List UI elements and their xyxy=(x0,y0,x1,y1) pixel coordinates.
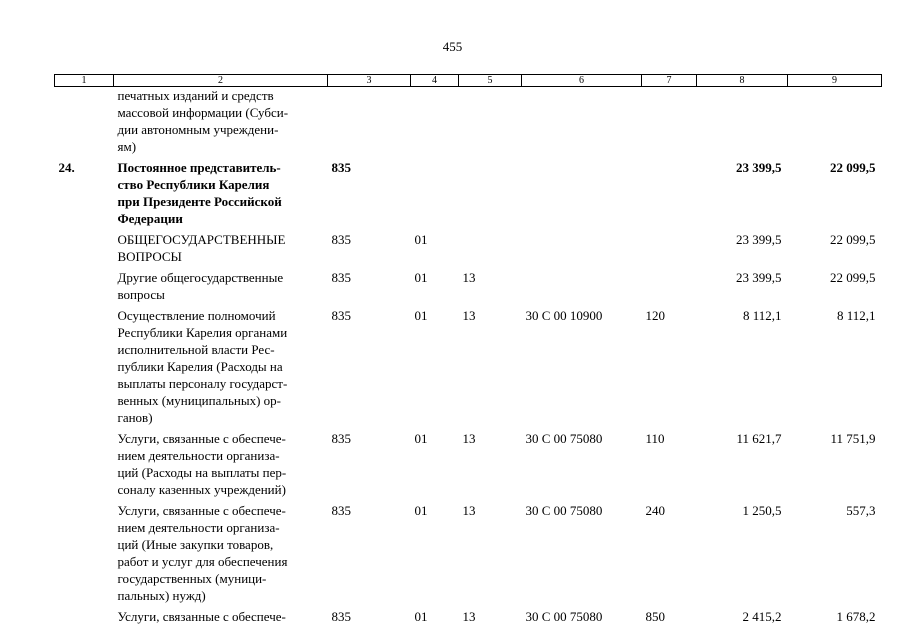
row-amount-year-2: 11 751,9 xyxy=(830,431,876,446)
row-expense-type xyxy=(642,227,697,265)
row-section-code: 01 xyxy=(414,431,428,446)
row-expense-type xyxy=(642,265,697,303)
row-ministry-code: 835 xyxy=(331,160,351,175)
row-amount-year-1 xyxy=(697,87,788,156)
table-row xyxy=(55,604,882,625)
table-row xyxy=(55,265,882,303)
row-amount-year-2: 22 099,5 xyxy=(830,270,876,285)
row-expense-type: 850 xyxy=(645,609,665,624)
row-section-code xyxy=(411,87,459,156)
page-number: 455 xyxy=(442,39,463,54)
row-expense-type: 110 xyxy=(645,431,665,446)
row-section-code: 01 xyxy=(414,232,428,247)
row-ministry-code: 835 xyxy=(331,609,351,624)
row-expense-type: 240 xyxy=(645,503,665,518)
row-ministry-code: 835 xyxy=(331,308,351,323)
row-section-code: 01 xyxy=(414,308,428,323)
header-col-8: 8 xyxy=(697,75,788,87)
row-name-line: Услуги, связанные с обеспече- xyxy=(117,503,286,518)
budget-table xyxy=(54,74,882,625)
row-target-article xyxy=(522,227,642,265)
header-col-1: 1 xyxy=(55,75,114,87)
row-amount-year-2: 22 099,5 xyxy=(830,160,876,175)
row-name-line: работ и услуг для обеспечения xyxy=(117,554,288,569)
row-name-line: соналу казенных учреждений) xyxy=(117,482,286,497)
row-number: 24. xyxy=(58,160,75,175)
row-subsection-code: 13 xyxy=(462,609,476,624)
row-name-line: дии автономным учреждени- xyxy=(117,122,279,137)
row-name xyxy=(114,426,328,498)
row-amount-year-2: 557,3 xyxy=(846,503,876,518)
row-name-line: выплаты персоналу государст- xyxy=(117,376,288,391)
row-number xyxy=(55,87,114,156)
header-col-7: 7 xyxy=(642,75,697,87)
row-name-line: нием деятельности организа- xyxy=(117,520,280,535)
row-name xyxy=(114,227,328,265)
row-subsection-code: 13 xyxy=(462,431,476,446)
row-subsection-code: 13 xyxy=(462,503,476,518)
row-name-line: ций (Иные закупки товаров, xyxy=(117,537,274,552)
row-amount-year-1: 23 399,5 xyxy=(736,232,782,247)
row-name xyxy=(114,498,328,604)
row-name-line: вопросы xyxy=(117,287,165,302)
row-expense-type xyxy=(642,155,697,227)
row-number xyxy=(55,227,114,265)
row-name xyxy=(114,155,328,227)
row-name-line: ций (Расходы на выплаты пер- xyxy=(117,465,287,480)
header-col-2: 2 xyxy=(114,75,328,87)
row-name xyxy=(114,87,328,156)
row-name xyxy=(114,265,328,303)
row-subsection-code: 13 xyxy=(462,308,476,323)
row-number xyxy=(55,426,114,498)
header-col-3: 3 xyxy=(328,75,411,87)
row-name-line: Осуществление полномочий xyxy=(117,308,276,323)
row-amount-year-1: 1 250,5 xyxy=(742,503,782,518)
row-name-line: печатных изданий и средств xyxy=(117,88,274,103)
row-ministry-code: 835 xyxy=(331,503,351,518)
header-col-5: 5 xyxy=(459,75,522,87)
row-target-article xyxy=(522,87,642,156)
row-name-line: исполнительной власти Рес- xyxy=(117,342,275,357)
row-name xyxy=(114,604,328,625)
row-name-line: публики Карелия (Расходы на xyxy=(117,359,283,374)
row-amount-year-1: 11 621,7 xyxy=(736,431,782,446)
row-name-line: пальных) нужд) xyxy=(117,588,206,603)
row-ministry-code xyxy=(328,87,411,156)
row-amount-year-1: 8 112,1 xyxy=(742,308,782,323)
row-section-code: 01 xyxy=(414,503,428,518)
row-number xyxy=(55,265,114,303)
row-section-code: 01 xyxy=(414,270,428,285)
row-name-line: Республики Карелия органами xyxy=(117,325,288,340)
row-target-article: 30 С 00 75080 xyxy=(525,431,603,446)
row-amount-year-1: 2 415,2 xyxy=(742,609,782,624)
row-ministry-code: 835 xyxy=(331,232,351,247)
row-ministry-code: 835 xyxy=(331,431,351,446)
row-subsection-code: 13 xyxy=(462,270,476,285)
row-name-line: венных (муниципальных) ор- xyxy=(117,393,281,408)
row-amount-year-2: 1 678,2 xyxy=(836,609,876,624)
row-name-line: ганов) xyxy=(117,410,153,425)
row-amount-year-2: 22 099,5 xyxy=(830,232,876,247)
row-number xyxy=(55,604,114,625)
row-target-article: 30 С 00 75080 xyxy=(525,503,603,518)
header-col-9: 9 xyxy=(788,75,882,87)
row-expense-type: 120 xyxy=(645,308,665,323)
header-col-4: 4 xyxy=(411,75,459,87)
row-ministry-code: 835 xyxy=(331,270,351,285)
row-name-line: ство Республики Карелия xyxy=(117,177,270,192)
row-name-line: Услуги, связанные с обеспече- xyxy=(117,431,286,446)
row-name-line: ВОПРОСЫ xyxy=(117,249,182,264)
row-name-line: Постоянное представитель- xyxy=(117,160,281,175)
table-row xyxy=(55,303,882,426)
row-name-line: Федерации xyxy=(117,211,183,226)
row-name-line: Другие общегосударственные xyxy=(117,270,284,285)
row-target-article xyxy=(522,155,642,227)
table-row xyxy=(55,498,882,604)
row-number xyxy=(55,303,114,426)
header-col-6: 6 xyxy=(522,75,642,87)
row-name-line: государственных (муници- xyxy=(117,571,267,586)
row-target-article: 30 С 00 75080 xyxy=(525,609,603,624)
table-row xyxy=(55,426,882,498)
header-row xyxy=(55,75,882,87)
row-name-line: массовой информации (Субси- xyxy=(117,105,289,120)
row-section-code: 01 xyxy=(414,609,428,624)
row-target-article: 30 С 00 10900 xyxy=(525,308,603,323)
row-number xyxy=(55,498,114,604)
row-name-line: при Президенте Российской xyxy=(117,194,282,209)
row-name-line: ям) xyxy=(117,139,137,154)
row-amount-year-1: 23 399,5 xyxy=(736,270,782,285)
row-subsection-code xyxy=(459,227,522,265)
table-row xyxy=(55,155,882,227)
row-name xyxy=(114,303,328,426)
row-amount-year-1: 23 399,5 xyxy=(736,160,782,175)
row-name-line: ОБЩЕГОСУДАРСТВЕННЫЕ xyxy=(117,232,286,247)
row-name-line: Услуги, связанные с обеспече- xyxy=(117,609,286,624)
row-name-line: нием деятельности организа- xyxy=(117,448,280,463)
table-row xyxy=(55,227,882,265)
row-amount-year-2: 8 112,1 xyxy=(836,308,876,323)
table-row xyxy=(55,87,882,156)
row-target-article xyxy=(522,265,642,303)
row-amount-year-2 xyxy=(788,87,882,156)
row-subsection-code xyxy=(459,155,522,227)
row-section-code xyxy=(411,155,459,227)
row-expense-type xyxy=(642,87,697,156)
row-subsection-code xyxy=(459,87,522,156)
